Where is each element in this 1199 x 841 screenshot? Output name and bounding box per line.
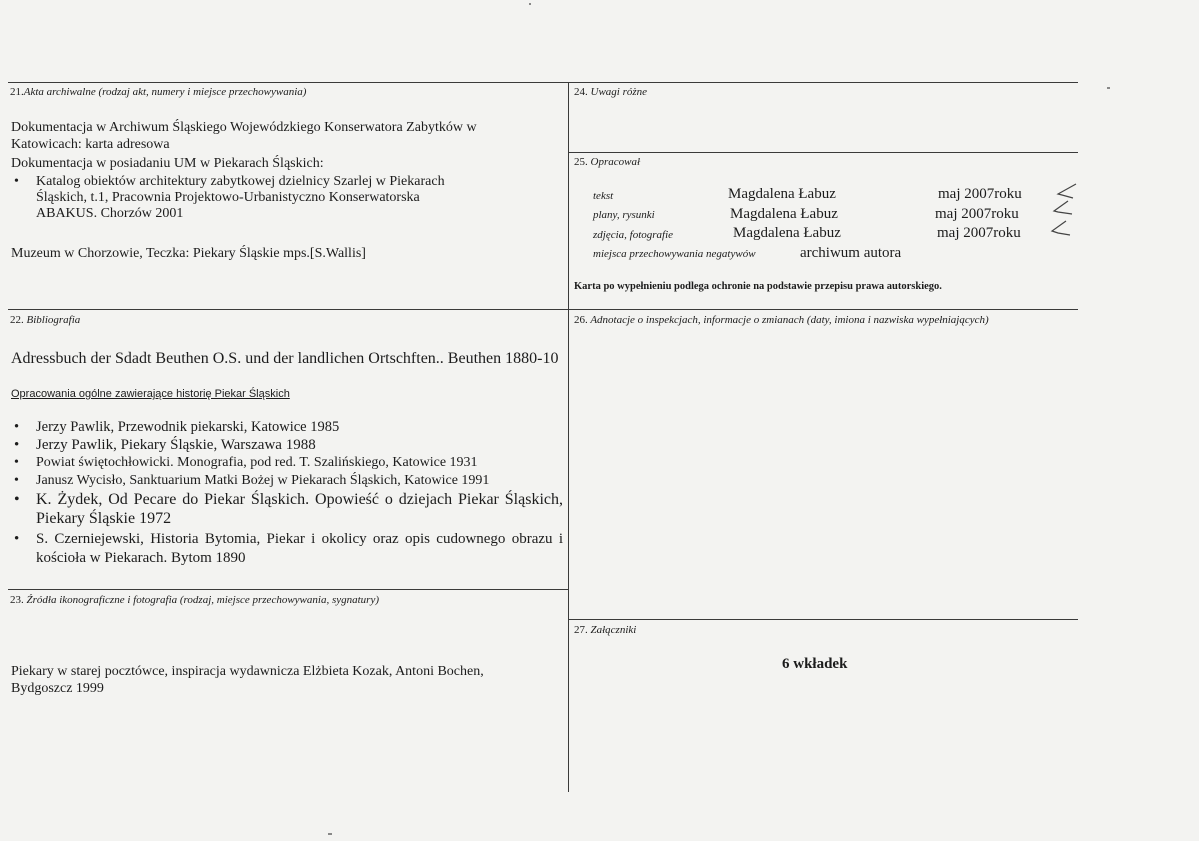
bibliography-subheading: Opracowania ogólne zawierające historię Piekar Śląskich	[11, 388, 290, 400]
attachments-value: 6 wkładek	[782, 656, 848, 672]
section-21-header: 21.Akta archiwalne (rodzaj akt, numery i miejsce przechowywania)	[10, 86, 307, 98]
iconography-line-1: Piekary w starej pocztówce, inspiracja wydawnicza Elżbieta Kozak, Antoni Bochen,	[11, 664, 484, 679]
bibliography-main-entry: Adressbuch der Sdadt Beuthen O.S. und der landlichen Ortschften.. Beuthen 1880-10	[11, 350, 559, 367]
scan-speck	[529, 3, 531, 5]
list-item: • K. Żydek, Od Pecare do Piekar Śląskich. Opowieść o dziejach Piekar Śląskich, Piekary Śląskie 1972	[11, 490, 563, 528]
rule-26-27	[568, 619, 1078, 620]
author-row-label: zdjęcia, fotografie	[593, 229, 674, 241]
author-row-name: Magdalena Łabuz	[733, 225, 841, 241]
author-row-name: Magdalena Łabuz	[730, 206, 838, 222]
scan-speck	[1107, 87, 1110, 89]
section-26-title: Adnotacje o inspekcjach, informacje o zmianach (daty, imiona i nazwiska wypełniających)	[590, 314, 989, 326]
section-27-header: 27. Załączniki	[574, 624, 637, 636]
copyright-note: Karta po wypełnieniu podlega ochronie na podstawie przepisu prawa autorskiego.	[574, 281, 942, 292]
list-item: • Powiat świętochłowicki. Monografia, pod red. T. Szalińskiego, Katowice 1931	[11, 454, 563, 472]
scan-speck	[328, 833, 332, 835]
archive-line-3: Dokumentacja w posiadaniu UM w Piekarach Śląskich:	[11, 156, 324, 171]
negatives-value: archiwum autora	[800, 245, 902, 261]
section-25-header: 25. Opracował	[574, 156, 640, 168]
column-divider	[568, 82, 569, 792]
section-24-title: Uwagi różne	[590, 86, 648, 98]
top-rule	[8, 82, 1078, 83]
section-22-title: Bibliografia	[26, 314, 81, 326]
bibliography-list	[11, 418, 563, 568]
author-row-date: maj 2007roku	[938, 186, 1022, 202]
archive-line-1: Dokumentacja w Archiwum Śląskiego Wojewódzkiego Konserwatora Zabytków w	[11, 120, 477, 135]
handwritten-check-mark	[1040, 219, 1080, 243]
rule-24-25	[568, 152, 1078, 153]
list-item: • Jerzy Pawlik, Przewodnik piekarski, Katowice 1985	[11, 418, 563, 436]
rule-22-23	[8, 589, 568, 590]
section-27-title: Załączniki	[590, 624, 637, 636]
iconography-line-2: Bydgoszcz 1999	[11, 681, 104, 696]
handwritten-check-mark	[1046, 199, 1080, 221]
rule-21-22	[8, 309, 1078, 310]
list-item: • S. Czerniejewski, Historia Bytomia, Piekar i okolicy oraz opis cudownego obrazu i kościoła w Piekarach. Bytom 1890	[11, 530, 563, 568]
author-row-name: Magdalena Łabuz	[728, 186, 836, 202]
list-item: • Katalog obiektów architektury zabytkowej dzielnicy Szarlej w Piekarach Śląskich, t.1, Pracownia Projektowo-Urbanistyczno Konserwatorska ABAKUS. Chorzów 2001	[11, 174, 531, 222]
archive-bullet-list	[11, 174, 531, 222]
section-24-header: 24. Uwagi różne	[574, 86, 648, 98]
archive-line-2: Katowicach: karta adresowa	[11, 137, 170, 152]
museum-line: Muzeum w Chorzowie, Teczka: Piekary Śląskie mps.[S.Wallis]	[11, 246, 366, 261]
author-row-date: maj 2007roku	[937, 225, 1021, 241]
negatives-label: miejsca przechowywania negatywów	[593, 248, 756, 260]
list-item: • Jerzy Pawlik, Piekary Śląskie, Warszawa 1988	[11, 436, 563, 454]
section-23-title: Źródła ikonograficzne i fotografia (rodzaj, miejsce przechowywania, sygnatury)	[26, 594, 379, 606]
author-row-date: maj 2007roku	[935, 206, 1019, 222]
section-22-header: 22. Bibliografia	[10, 314, 81, 326]
section-21-title: Akta archiwalne (rodzaj akt, numery i miejsce przechowywania)	[23, 86, 307, 98]
section-23-header: 23. Źródła ikonograficzne i fotografia (rodzaj, miejsce przechowywania, sygnatury)	[10, 594, 379, 606]
section-26-header: 26. Adnotacje o inspekcjach, informacje o zmianach (daty, imiona i nazwiska wypełniających)	[574, 314, 989, 326]
section-25-title: Opracował	[590, 156, 640, 168]
list-item: • Janusz Wycisło, Sanktuarium Matki Bożej w Piekarach Śląskich, Katowice 1991	[11, 472, 563, 490]
author-row-label: plany, rysunki	[593, 209, 655, 221]
author-row-label: tekst	[593, 190, 614, 202]
